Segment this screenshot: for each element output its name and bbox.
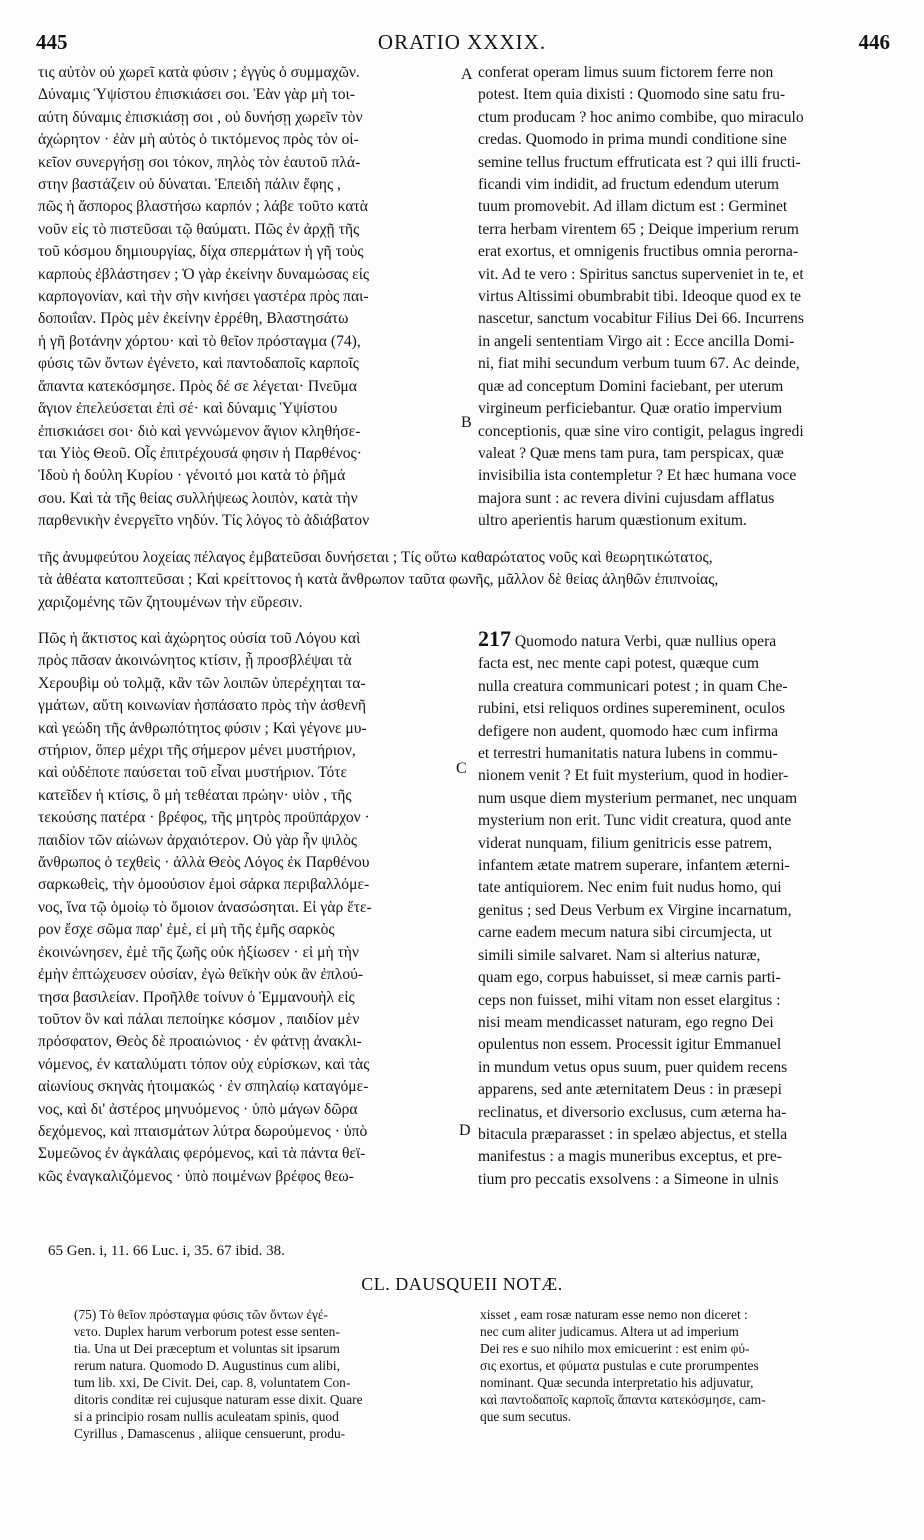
greek-text-line: ἀχώρητον · ἐὰν μὴ αὐτὸς ὁ τικτόμενος πρὸς τὸν οἰ-	[38, 131, 359, 149]
latin-text-line: potest. Item quia dixisti : Quomodo sine satu fru-	[478, 86, 786, 104]
note-text-line: si a principio rosam nullis aculeatam spinis, quod	[74, 1409, 339, 1424]
latin-text-line: opulentus non essem. Processit igitur Emmanuel	[478, 1036, 782, 1054]
margin-letter-a: A	[461, 66, 473, 83]
margin-letter-b: B	[461, 414, 472, 431]
latin-text-line: reclinatus, et diversorio exclusus, cum æterna ha-	[478, 1103, 787, 1121]
greek-text-line: Συμεῶνος ἐν ἀγκάλαις φερόμενος, καὶ τὰ πάντα θεϊ-	[38, 1145, 366, 1163]
note-text-line: tia. Una ut Dei præceptum et voluntas sit ipsarum	[74, 1341, 340, 1356]
greek-text-line: τις αὐτὸν οὐ χωρεῖ κατὰ φύσιν ; ἐγγὺς ὁ συμμαχῶν.	[38, 64, 360, 81]
notes-title: CL. DAUSQUEII NOTÆ.	[361, 1274, 563, 1294]
latin-text-line: in mundum vetus opus suum, puer quidem recens	[478, 1058, 788, 1076]
greek-text-line: χαριζομένης τῶν ζητουμένων τὴν εὕρεσιν.	[38, 593, 303, 611]
greek-text-line: γμάτων, αὕτη κοινωνίαν ἠσπάσατο πρὸς τὴν ἀσθενῆ	[38, 697, 367, 715]
latin-text-line: conceptionis, quæ sine viro contigit, pelagus ingredi	[478, 422, 804, 440]
notes-right-column	[480, 1306, 892, 1425]
note-text-line: (75) Τὸ θεῖον πρόσταγμα φύσις τῶν ὄντων ἐγέ-	[74, 1307, 328, 1322]
greek-text-line: τὰ ἀθέατα κατοπτεῦσαι ; Καὶ κρείττονος ἡ κατὰ ἄνθρωπον ταῦτα φωνῆς, μᾶλλον δὲ θείας ἀληθῶν ἐπιπνοίας,	[38, 571, 719, 589]
note-text-line: Dei res e suo nihilo mox emicuerint : est enim φύ-	[480, 1341, 750, 1356]
latin-text-line: bitacula præparasset : in spelæo abjectus, et stella	[478, 1125, 788, 1143]
latin-text-line: genitus ; sed Deus Verbum ex Virgine incarnatum,	[478, 901, 792, 919]
right-page-number: 446	[858, 30, 890, 54]
greek-text-line: καὶ γεώδη τῆς ἀνθρωπότητος φύσιν ; Καὶ γέγονε μυ-	[38, 719, 367, 737]
latin-text-line: num usque diem mysterium permanet, nec unquam	[478, 789, 798, 807]
note-text-line: que sum secutus.	[480, 1409, 572, 1424]
greek-text-line: Ἰδοὺ ἡ δούλη Κυρίου · γένοιτό μοι κατὰ τὸ ῥῆμά	[38, 467, 346, 485]
greek-text-line: ἅγιον ἐπελεύσεται ἐπὶ σέ· καὶ δύναμις Ὑψίστου	[38, 400, 338, 418]
latin-text-line: carne eadem mecum natura sibi circumjecta, ut	[478, 924, 772, 942]
greek-text-line: ἐμὴν ἐπτώχευσεν οὐσίαν, ἐγὼ θεϊκὴν οὐκ ἂν ἐπλού-	[38, 966, 364, 984]
greek-text-line: δοποιΐαν. Πρὸς μὲν ἐκείνην ἐρρέθη, Βλαστησάτω	[38, 310, 349, 328]
greek-text-line: νόμενος, ἐν καταλύματι τόπον οὐχ εὑρίσκων, καὶ τὰς	[38, 1055, 370, 1073]
note-text-line: νετο. Duplex harum verborum potest esse senten-	[74, 1324, 340, 1339]
greek-text-line: τησα βασιλείαν. Προῆλθε τοίνυν ὁ Ἐμμανουὴλ εἰς	[38, 988, 355, 1006]
greek-text-line: ρον ἔσχε σῶμα παρ' ἐμὲ, εἰ μὴ τῆς ἐμῆς σαρκὸς	[38, 921, 335, 939]
latin-text-line: majora sunt : ac revera divini cujusdam afflatus	[478, 489, 775, 507]
latin-text-line: tium pro peccatis exsolvens : a Simeone in ulnis	[478, 1170, 779, 1188]
note-text-line: καὶ παντοδαποῖς καρποῖς ἅπαντα κατεκόσμησε, cam-	[480, 1392, 766, 1407]
greek-text-line: σου. Καὶ τὰ τῆς θείας συλλήψεως λοιπὸν, κατὰ τὴν	[38, 489, 358, 507]
latin-text-line: conferat operam limus suum fictorem ferre non	[478, 64, 774, 81]
latin-text-line: tate antiquiorem. Nec enim fuit nudus homo, qui	[478, 879, 782, 897]
latin-text-line: nulla creatura communicari potest ; in quam Che-	[478, 677, 788, 695]
greek-text-line: φύσις τῶν ὄντων ἐγένετο, καὶ παντοδαποῖς καρποῖς	[38, 355, 359, 373]
greek-text-line: ἐκοινώνησεν, ἐμὲ τῆς ζωῆς οὐκ ἠξίωσεν · εἰ μὴ τὴν	[38, 943, 359, 961]
latin-text-line: ceps non fuisset, mihi vitam non esset elargitus :	[478, 991, 781, 1009]
greek-text-line: νος, ἵνα τῷ ὁμοίῳ τὸ ὅμοιον ἀνασώσηται. Εἰ γὰρ ἕτε-	[38, 898, 372, 916]
greek-text-line: ἅπαντα κατεκόσμησε. Πρὸς δέ σε λέγεται· Πνεῦμα	[38, 377, 357, 395]
latin-text-line: quam ego, corpus habuisset, si meæ carnis parti-	[478, 969, 781, 987]
greek-full-width-text	[38, 547, 892, 614]
footnotes: 65 Gen. i, 11. 66 Luc. i, 35. 67 ibid. 38.	[48, 1243, 285, 1259]
latin-text-line: nascetur, sanctum vocabitur Filius Dei 66. Incurrens	[478, 310, 804, 328]
greek-text-line: πῶς ἡ ἄσπορος βλαστήσω καρπόν ; λάβε τοῦτο κατὰ	[38, 198, 368, 216]
latin-text-line: tuum promovebit. Ad illam dictum est : Germinet	[478, 198, 788, 216]
greek-text-line: νος, καὶ δι' ἀστέρος μηνυόμενος · ὑπὸ μάγων δῶρα	[38, 1100, 358, 1118]
section-number: 217	[478, 628, 511, 651]
latin-text-line: facta est, nec mente capi potest, quæque cum	[478, 655, 760, 673]
greek-text-line: δεχόμενος, καὶ πταισμάτων λύτρα δωρούμενος · ὑπὸ	[38, 1122, 368, 1140]
greek-text-line: αἰωνίους σκηνὰς ἡτοιμακώς · ἐν σπηλαίῳ καταγόμε-	[38, 1078, 369, 1096]
greek-text-line: στήριον, ὅπερ μέχρι τῆς σήμερον μένει μυστήριον,	[38, 742, 356, 760]
greek-text-line: πρόσφατον, Θεὸς δὲ προαιώνιος · ἐν φάτνῃ ἀνακλι-	[38, 1033, 362, 1051]
greek-text-line: καρπογονίαν, καὶ τὴν σὴν κινήσει γαστέρα πρὸς παι-	[38, 288, 369, 306]
latin-text-line: virtus Altissimi obumbrabit tibi. Ideoque quod ex te	[478, 288, 802, 306]
latin-text-line: ficandi vim indidit, ad fructum edendum uterum	[478, 176, 779, 194]
greek-text-line: ται Υἱὸς Θεοῦ. Οἷς ἐπιτρέχουσά φησιν ἡ Παρθένος·	[38, 444, 362, 462]
latin-text-line: erat exortus, et omnigenis fructibus omnia perorna-	[478, 243, 799, 261]
greek-text-line: Πῶς ἡ ἄκτιστος καὶ ἀχώρητος οὐσία τοῦ Λόγου καὶ	[38, 630, 361, 647]
left-page-number: 445	[36, 30, 68, 54]
note-text-line: xisset , eam rosæ naturam esse nemo non diceret :	[480, 1307, 748, 1322]
greek-text-line: Χερουβὶμ οὐ τολμᾷ, κἂν τῶν λοιπῶν ὑπερέχηται τα-	[38, 674, 366, 692]
greek-text-line: τῆς ἀνυμφεύτου λοχείας πέλαγος ἐμβατεῦσαι δυνήσεται ; Τίς οὕτω καθαρώτατος νοῦς καὶ θεωρητικώτατος,	[38, 549, 713, 566]
greek-text-line: κεῖον συνεργήσῃ σοι τόκον, πηλὸς τὸν ἑαυτοῦ πλά-	[38, 153, 361, 171]
greek-text-line: τοῦ κόσμου δημιουργίας, δίχα σπερμάτων ἡ γῆ τοὺς	[38, 243, 364, 261]
latin-text-line: mysterium non erit. Tunc vidit creatura, quod ante	[478, 812, 792, 830]
latin-text-line: virgineum perficiebantur. Quæ oratio impervium	[478, 400, 783, 418]
latin-text-line: infantem ætate matrem superare, infantem æterni-	[478, 857, 790, 875]
latin-text-line: ctum producam ? hoc animo combibe, quo miraculo	[478, 108, 804, 126]
latin-text-line: vit. Ad te vero : Spiritus sanctus superveniet in te, et	[478, 265, 804, 283]
latin-text-line: ni, fiat mihi secundum verbum tuum 67. Ac deinde,	[478, 355, 800, 373]
latin-text-line: et terrestri humanitatis natura lubens in commu-	[478, 745, 778, 763]
latin-text-line: manifestus : a magis muneribus exceptus, et pre-	[478, 1148, 782, 1166]
latin-text-line: in angeli sententiam Virgo ait : Ecce ancilla Domi-	[478, 332, 795, 350]
latin-text-line: rubini, etsi reliquos ordines supereminent, oculos	[478, 700, 786, 718]
latin-column-top	[478, 62, 890, 533]
greek-text-line: ἄνθρωπος ὁ τεχθεὶς · ἀλλὰ Θεὸς Λόγος ἐκ Παρθένου	[38, 854, 370, 872]
greek-text-line: παρθενικὴν ἐνεργεῖτο νηδύν. Τίς λόγος τὸ ἀδιάβατον	[38, 512, 370, 530]
greek-text-line: στην βαστάζειν οὐ δύναται. Ἐπειδὴ πάλιν ἔφης ,	[38, 176, 341, 194]
note-text-line: rerum natura. Quomodo D. Augustinus cum alibi,	[74, 1358, 340, 1373]
greek-text-line: τεκούσης πατέρα · βρέφος, τῆς μητρὸς προϋπάρχον ·	[38, 809, 370, 827]
greek-text-line: τοῦτον ὃν καὶ πάλαι πεποίηκε κόσμον , παιδίον μὲν	[38, 1010, 360, 1028]
latin-text-line: terra herbam virentem 65 ; Deique imperium rerum	[478, 220, 799, 238]
note-text-line: ditoris conditæ rei cujusque naturam esse dixit. Quare	[74, 1392, 363, 1407]
greek-text-line: ἐπισκιάσει σοι· διὸ καὶ γεννώμενον ἅγιον κληθήσε-	[38, 422, 361, 440]
margin-letter-c: C	[456, 760, 467, 777]
latin-text-line: nisi meam mendicasset naturam, ego regno Dei	[478, 1013, 774, 1031]
greek-column-top	[38, 62, 458, 533]
note-text-line: Cyrillus , Damascenus , aliique censuerunt, produ-	[74, 1426, 346, 1441]
latin-text-line: viderat nunquam, filium genitricis esse patrem,	[478, 834, 773, 852]
note-text-line: nominant. Quæ secunda interpretatio his adjuvatur,	[480, 1375, 754, 1390]
greek-text-line: πρὸς πᾶσαν ἀκοινώνητος κτίσιν, ᾗ προσβλέψαι τὰ	[38, 652, 352, 670]
greek-text-line: αύτη δύναμις ἐπισκιάσῃ σοι , οὐ δυνήσῃ χωρεῖν τὸν	[38, 108, 363, 126]
latin-text-line: defigere non audent, quomodo hæc cum infirma	[478, 722, 779, 740]
note-text-line: tum lib. xxi, De Civit. Dei, cap. 8, voluntatem Con-	[74, 1375, 351, 1390]
latin-text-line: invisibilia ista contempletur ? Et hæc humana voce	[478, 467, 797, 485]
greek-text-line: καρποὺς ἐβλάστησεν ; Ὁ γὰρ ἐκείνην δυναμώσας εἰς	[38, 265, 370, 283]
greek-text-line: παιδίον τῶν αἰώνων ἀρχαιότερον. Οὐ γὰρ ἦν ψιλὸς	[38, 831, 358, 849]
latin-column-bottom	[478, 628, 890, 1191]
greek-text-line: ἡ γῆ βοτάνην χόρτου· καὶ τὸ θεῖον πρόσταγμα (74),	[38, 332, 361, 350]
greek-text-line: σαρκωθεὶς, τὴν ὁμοούσιον ἐμοὶ σάρκα περιβαλλόμε-	[38, 876, 370, 894]
greek-text-line: καὶ οὐδέποτε παύσεται τοῦ εἶναι μυστήριον. Τότε	[38, 764, 348, 782]
greek-text-line: κῶς ἐναγκαλιζόμενος · ὑπὸ ποιμένων βρέφος θεω-	[38, 1167, 354, 1185]
greek-text-line: κατεῖδεν ἡ κτίσις, ὃ μὴ τεθέαται πρώην· υἱὸν , τῆς	[38, 786, 352, 804]
latin-text-line: valeat ? Quæ mens tam pura, tam perspicax, quæ	[478, 444, 784, 462]
latin-text-line: semine tellus fructum effruticata est ? qui illi fructi-	[478, 153, 801, 171]
latin-text-line: ultro aperientis harum quæstionum exitum.	[478, 512, 747, 530]
notes-left-column	[74, 1306, 458, 1442]
section-first-line-text: Quomodo natura Verbi, quæ nullius opera	[514, 633, 777, 650]
latin-text-line: quæ ad conceptum Domini faciebant, per uterum	[478, 377, 784, 395]
running-title: ORATIO XXXIX.	[377, 30, 547, 54]
latin-text-line: apparens, sed ante æternitatem Deus : in præsepi	[478, 1081, 782, 1099]
latin-text-line: credas. Quomodo in prima mundi conditione sine	[478, 131, 787, 149]
section-first-line	[478, 628, 890, 653]
latin-text-line: nionem venit ? Et fuit mysterium, quod in hodier-	[478, 767, 789, 785]
greek-column-bottom	[38, 628, 458, 1188]
note-text-line: nec cum aliter judicamus. Altera ut ad imperium	[480, 1324, 739, 1339]
greek-text-line: νοῦν εἰς τὸ πιστεῦσαι τῷ θαύματι. Πῶς ἐν ἀρχῇ τῆς	[38, 220, 360, 238]
margin-letter-d: D	[459, 1122, 471, 1139]
latin-text-line: simili simile salvaret. Nam si alterius naturæ,	[478, 946, 761, 964]
note-text-line: σις exortus, et φύματα pustulas e cute prorumpentes	[480, 1358, 759, 1373]
greek-text-line: Δύναμις Ὑψίστου ἐπισκιάσει σοι. Ἐὰν γὰρ μὴ τοι-	[38, 86, 355, 104]
